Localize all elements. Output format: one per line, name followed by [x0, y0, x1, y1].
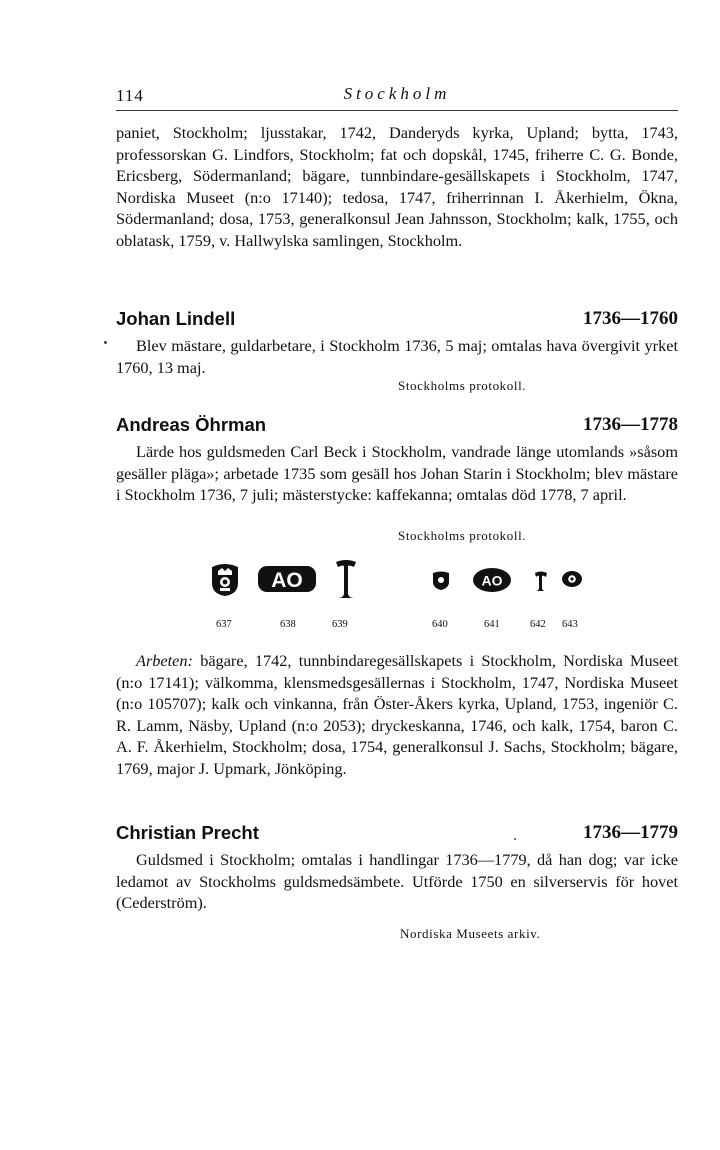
page-number: 114	[116, 86, 144, 105]
hallmarks-row	[0, 555, 720, 635]
entry-years: 1736—1779	[583, 822, 678, 843]
mark-number: 640	[432, 619, 448, 630]
small-shield-mark-icon	[432, 570, 450, 590]
entry-text: Guldsmed i Stockholm; omtalas i handlingar 1736—1779, då han dog; var icke ledamot av Stockholms guldsmedsämbete. Utförde 1750 en silverservis för hovet (Cederström).	[116, 850, 678, 913]
entry-source: Stockholms protokoll.	[398, 378, 527, 393]
entry-source: Nordiska Museets arkiv.	[400, 926, 541, 941]
initials-AO-mark-icon	[256, 564, 318, 594]
entry-text: Blev mästare, guldarbetare, i Stockholm 1736, 5 maj; omtalas hava övergivit yrket 1760, 13 maj.	[116, 336, 678, 377]
oval-rosette-mark-icon	[561, 570, 583, 588]
entry-heading	[116, 822, 678, 846]
entry-name: Johan Lindell	[116, 308, 236, 329]
mark-number: 643	[562, 619, 578, 630]
mark-initials: AO	[271, 569, 303, 592]
crowned-shield-mark-icon	[208, 561, 242, 597]
works-paragraph	[116, 650, 678, 780]
entry-years: 1736—1778	[583, 414, 678, 435]
entry-years: 1736—1760	[583, 308, 678, 329]
entry-heading	[116, 414, 678, 438]
mark-initials: AO	[481, 572, 503, 589]
entry-heading	[116, 308, 678, 332]
mark-number: 641	[484, 619, 500, 630]
mark-number: 642	[530, 619, 546, 630]
mark-number: 637	[216, 619, 232, 630]
entry-name: Christian Precht	[116, 822, 259, 843]
mark-number: 638	[280, 619, 296, 630]
works-label: Arbeten:	[136, 651, 193, 670]
running-head	[116, 84, 678, 111]
letter-t-mark-icon	[334, 558, 358, 600]
ink-speck	[514, 838, 516, 840]
small-letter-r-mark-icon	[534, 570, 548, 592]
entry-name: Andreas Öhrman	[116, 414, 267, 435]
intro-paragraph: paniet, Stockholm; ljusstakar, 1742, Danderyds kyrka, Upland; bytta, 1743, professorskan G. Lindfors, Stockholm; fat och dopskål, 1745, friherre C. G. Bonde, Ericsberg, Södermanland; bägare, tunnbindare-gesällskapets i Stockholm, 1747, Nordiska Museet (n:o 17140); tedosa, 1747, friherrinnan I. Åkerhielm, Ökna, Södermanland; dosa, 1753, generalkonsul Jean Jahnsson, Stockholm; kalk, 1755, och oblatask, 1759, v. Hallwylska samlingen, Stockholm.	[116, 123, 678, 250]
entry-text: Lärde hos guldsmeden Carl Beck i Stockholm, vandrade länge utomlands »såsom gesäller pläga»; arbetade 1735 som gesäll hos Johan Starin i Stockholm; blev mästare i Stockholm 1736, 7 juli; mästerstycke: kaffekanna; omtalas död 1778, 7 april.	[116, 442, 678, 505]
ink-speck	[104, 341, 107, 344]
initials-AO-oval-mark-icon	[472, 567, 512, 593]
entry-source: Stockholms protokoll.	[398, 528, 527, 543]
mark-number: 639	[332, 619, 348, 630]
running-title: Stockholm	[343, 84, 451, 103]
works-text: bägare, 1742, tunnbindaregesällskapets i Stockholm, Nordiska Museet (n:o 17141); välkomma, klensmedsgesällernas i Stockholm, 1747, Nordiska Museet (n:o 105707); kalk och vinkanna, från Öster-Åkers kyrka, Upland, 1753, ingeniör C. R. Lamm, Näsby, Upland (n:o 2053); dryckeskanna, 1746, och kalk, 1754, baron C. A. F. Åkerhielm, Stockholm; dosa, 1754, generalkonsul J. Sachs, Stockholm; bägare, 1769, major J. Upmark, Jönköping.	[116, 651, 678, 778]
